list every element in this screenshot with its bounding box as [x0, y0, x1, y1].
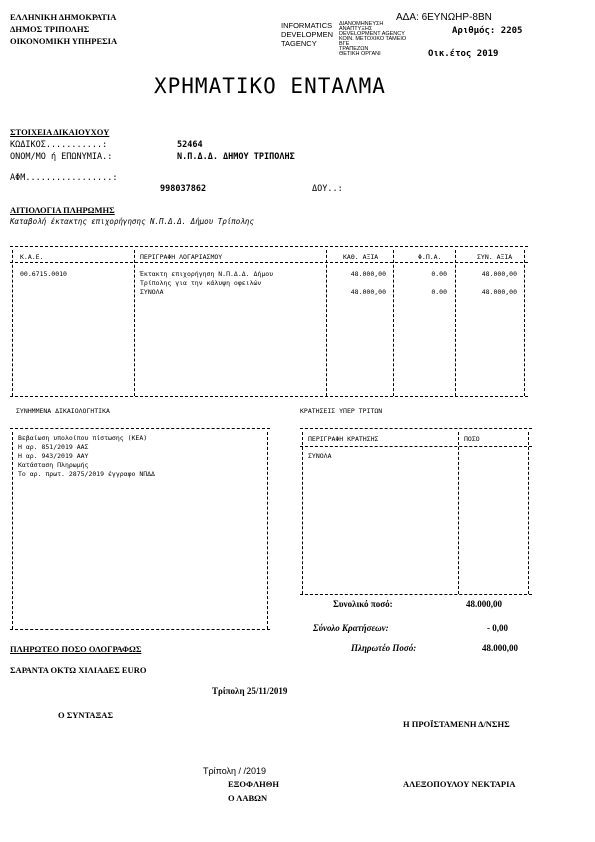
row-total-value: 48.000,00: [481, 270, 517, 278]
name-label: ΟΝΟΜ/ΜΟ ή ΕΠΩΝΥΜΙΑ.:: [10, 152, 113, 162]
table-border-top: [10, 246, 528, 247]
org-line-3: ΟΙΚΟΝΟΜΙΚΗ ΥΠΗΡΕΣΙΑ: [10, 36, 118, 46]
deductions-sum-label: ΣΥΝΟΛΑ: [308, 452, 332, 460]
logo-line-3: TAGENCY: [281, 39, 317, 48]
logo-line-1: INFORMATICS: [281, 21, 333, 30]
docs-border-left: [12, 432, 13, 629]
docs-line-4: Κατάσταση Πληρωμής: [18, 461, 89, 469]
doy-label: ΔΟΥ..:: [312, 184, 343, 194]
beneficiary-section-title: ΣΤΟΙΧΕΙΑ ΔΙΚΑΙΟΥΧΟΥ: [10, 127, 110, 137]
deductions-border-top: [300, 428, 532, 429]
deductions-header-amount: ΠΟΣΟ: [464, 435, 480, 443]
words-section-title: ΠΛΗΡΩΤΕΟ ΠΟΣΟ ΟΛΟΓΡΑΦΩΣ: [10, 644, 142, 654]
logo-small-3: DEVELOPMENT AGENCY: [339, 31, 405, 37]
header-total-value: ΣΥΝ. ΑΞΙΑ: [477, 253, 513, 261]
justification-text: Καταβολή έκτακτης επιχορήγησης Ν.Π.Δ.Δ. Δήμου Τρίπολης: [10, 217, 254, 226]
logo-small-5: ΒΓΕ: [339, 41, 350, 47]
header-kae: Κ.Α.Ε.: [20, 253, 44, 261]
document-number: [452, 26, 522, 36]
total-amount-value: 48.000,00: [466, 599, 502, 609]
docs-line-5: Το αρ. πρωτ. 2875/2019 έγγραφο ΝΠΔΔ: [18, 470, 155, 478]
deductions-border-right: [528, 432, 529, 594]
page-title: ΧΡΗΜΑΤΙΚΟ ΕΝΤΑΛΜΑ: [154, 74, 386, 98]
deductions-border-left: [302, 432, 303, 594]
sum-total-value: 48.000,00: [481, 288, 517, 296]
row-vat: 0.00: [431, 270, 447, 278]
header-vat: Φ.Π.Α.: [418, 253, 442, 261]
docs-line-2: Η αρ. 851/2019 ΑΑΣ: [18, 443, 89, 451]
row-description-line-1: Έκτακτη επιχορήγηση Ν.Π.Δ.Δ. Δήμου: [140, 270, 274, 278]
table-border-bottom: [10, 396, 528, 397]
docs-border-bottom: [10, 629, 270, 630]
paid-label: ΕΞΟΦΛΗΘΗ: [228, 779, 280, 789]
year-label: Οικ.έτος: [428, 49, 472, 59]
table-header-separator: [10, 262, 528, 263]
docs-section-title: ΣΥΝΗΜΜΕΝΑ ΔΙΚΑΙΟΛΟΓΗΤΙΚΑ: [16, 407, 110, 415]
logo-small-7: ΘΕΤΙΚΗ ΟΡΓΑΝΙ: [339, 51, 381, 57]
deductions-col-divider: [458, 432, 459, 594]
justification-section-title: ΑΙΤΙΟΛΟΓΙΑ ΠΛΗΡΩΜΗΣ: [10, 205, 115, 215]
total-amount-label: Συνολικό ποσό:: [333, 599, 393, 609]
fiscal-year: [428, 49, 498, 59]
afm-value: 998037862: [160, 184, 207, 194]
number-value: 2205: [500, 26, 523, 36]
table-col-divider-1: [134, 250, 135, 396]
docs-border-right: [267, 432, 268, 629]
agency-logo: [281, 21, 407, 57]
table-border-right: [524, 250, 525, 396]
name-value: Ν.Π.Δ.Δ. ΔΗΜΟΥ ΤΡΙΠΟΛΗΣ: [177, 152, 295, 162]
deductions-section-title: ΚΡΑΤΗΣΕΙΣ ΥΠΕΡ ΤΡΙΤΩΝ: [300, 407, 383, 415]
logo-small-6: ΤΡΑΠΕΖΩΝ: [339, 46, 369, 52]
table-col-divider-3: [393, 250, 394, 396]
table-border-left: [12, 250, 13, 396]
deductions-total-label: Σύνολο Κρατήσεων:: [313, 623, 389, 633]
org-line-2: ΔΗΜΟΣ ΤΡΙΠΟΛΗΣ: [10, 24, 90, 34]
table-col-divider-2: [326, 250, 327, 396]
sum-vat: 0.00: [431, 288, 447, 296]
composer-title: Ο ΣΥΝΤΑΞΑΣ: [58, 710, 114, 720]
head-name: ΑΛΕΞΟΠΟΥΛΟΥ ΝΕΚΤΑΡΙΑ: [403, 779, 516, 789]
sum-label: ΣΥΝΟΛΑ: [140, 288, 164, 296]
code-label: ΚΩΔΙΚΟΣ...........:: [10, 140, 108, 150]
deductions-total-value: - 0,00: [487, 623, 508, 633]
receiver-label: Ο ΛΑΒΩΝ: [228, 793, 268, 803]
docs-line-1: Βεβαίωση υπολοίπου πίστωσης (ΚΕΑ): [18, 434, 148, 442]
afm-label: ΑΦΜ.................:: [10, 173, 118, 183]
number-label: Αριθμός:: [452, 26, 496, 36]
sum-net-value: 48.000,00: [350, 288, 386, 296]
logo-line-2: DEVELOPMEN: [281, 30, 334, 39]
year-value: 2019: [476, 49, 499, 59]
amount-in-words: ΣΑΡΑΝΤΑ ΟΚΤΩ ΧΙΛΙΑΔΕΣ EURO: [10, 665, 147, 675]
deductions-header-description: ΠΕΡΙΓΡΑΦΗ ΚΡΑΤΗΣΗΣ: [308, 435, 379, 443]
docs-line-3: Η αρ. 943/2019 ΑΑΥ: [18, 452, 89, 460]
payable-amount-label: Πληρωτέο Ποσό:: [351, 643, 417, 653]
row-description-line-2: Τρίπολης για την κάλυψη οφειλών: [140, 279, 262, 287]
header-net-value: ΚΑΘ. ΑΞΙΑ: [343, 253, 379, 261]
head-title: Η ΠΡΟΪΣΤΑΜΕΝΗ Δ/ΝΣΗΣ: [403, 719, 510, 729]
logo-small-2: ΑΝΑΠΤΥΞΗΣ: [339, 26, 373, 32]
deductions-header-separator: [300, 446, 532, 447]
docs-border-top: [10, 428, 270, 429]
payment-place-date: Τρίπολη / /2019: [203, 766, 267, 776]
header-description: ΠΕΡΙΓΡΑΦΗ ΛΟΓΑΡΙΑΣΜΟΥ: [140, 253, 223, 261]
logo-small-4: ΚΟΙΝ. ΜΕΤΟΧΙΚΟ ΤΑΜΕΙΟ: [339, 36, 407, 42]
logo-small-1: ΔΙΑΝΟΜΗΝΕΥΣΗ: [339, 21, 384, 27]
payable-amount-value: 48.000,00: [482, 643, 518, 653]
deductions-border-bottom: [300, 594, 532, 595]
row-code: 00.6715.0010: [20, 270, 67, 278]
table-col-divider-4: [455, 250, 456, 396]
place-date: Τρίπολη 25/11/2019: [212, 686, 288, 696]
code-value: 52464: [177, 140, 203, 150]
ada-code: ΑΔΑ: 6ΕΥΝΩΗΡ-8ΒΝ: [396, 12, 492, 23]
org-line-1: ΕΛΛΗΝΙΚΗ ΔΗΜΟΚΡΑΤΙΑ: [10, 12, 117, 22]
row-net-value: 48.000,00: [350, 270, 386, 278]
